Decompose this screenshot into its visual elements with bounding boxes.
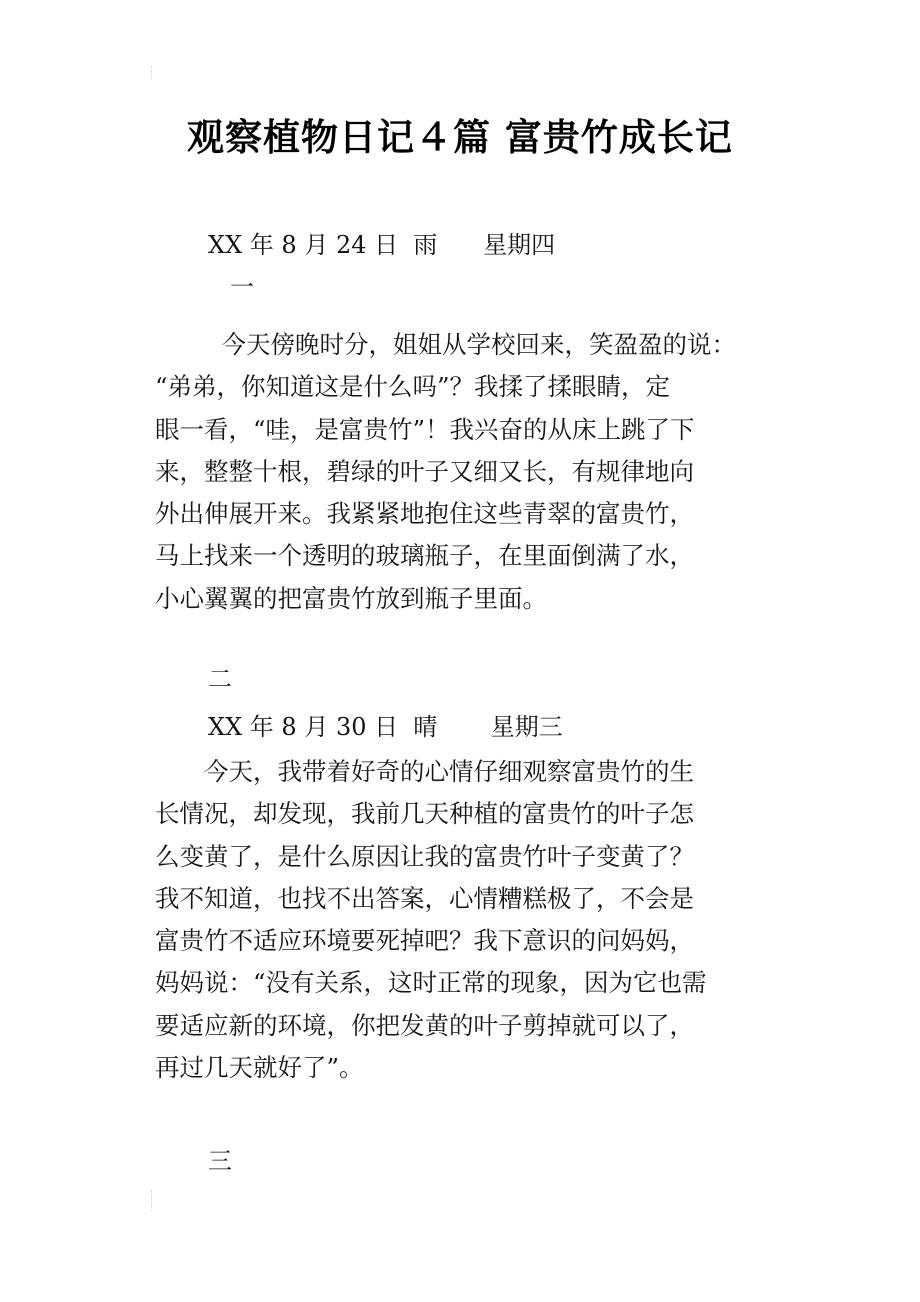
entry-2-line-5: 富贵竹不适应环境要死掉吧？我下意识的问妈妈， — [155, 926, 694, 956]
entry-1-line-2: “弟弟，你知道这是什么吗”？我揉了揉眼睛，定 — [155, 372, 671, 402]
entry-1-paragraph — [155, 324, 770, 620]
entry-2-line-8: 再过几天就好了”。 — [155, 1053, 364, 1083]
entry-2-line-1: 今天，我带着好奇的心情仔细观察富贵竹的生 — [155, 757, 694, 786]
entry-2-number: 二 — [208, 665, 232, 693]
entry-1-line-5: 外出伸展开来。我紧紧地抱住这些青翠的富贵竹， — [155, 499, 694, 529]
entry-1-line-1: 今天傍晚时分，姐姐从学校回来，笑盈盈的说： — [197, 330, 736, 359]
entry-2-paragraph — [155, 751, 770, 1089]
entry-3-number: 三 — [208, 1147, 232, 1175]
entry-2-date-line: XX 年 8 月 30 日 晴 星期三 — [208, 713, 563, 741]
entry-2-line-2: 长情况，却发现，我前几天种植的富贵竹的叶子怎 — [155, 799, 694, 829]
entry-2-line-4: 我不知道，也找不出答案，心情糟糕极了，不会是 — [155, 883, 694, 913]
entry-2-line-7: 要适应新的环境，你把发黄的叶子剪掉就可以了， — [155, 1010, 694, 1040]
entry-2-line-6: 妈妈说：“没有关系，这时正常的现象，因为它也需 — [155, 968, 707, 998]
entry-1-line-7: 小心翼翼的把富贵竹放到瓶子里面。 — [155, 583, 547, 613]
entry-2-line-3: 么变黄了，是什么原因让我的富贵竹叶子变黄了？ — [155, 841, 694, 871]
entry-1-line-4: 来，整整十根，碧绿的叶子又细又长，有规律地向 — [155, 456, 694, 486]
document-title: 观察植物日记４篇 富贵竹成长记 — [187, 116, 733, 159]
entry-1-date-line: XX 年 8 月 24 日 雨 星期四 — [208, 231, 556, 259]
crop-mark-top — [151, 66, 156, 80]
crop-mark-bottom — [151, 1190, 156, 1212]
entry-1-line-3: 眼一看，“哇，是富贵竹”！我兴奋的从床上跳了下 — [155, 414, 695, 444]
entry-1-number: 一 — [230, 273, 254, 301]
entry-1-line-6: 马上找来一个透明的玻璃瓶子，在里面倒满了水， — [155, 541, 694, 571]
